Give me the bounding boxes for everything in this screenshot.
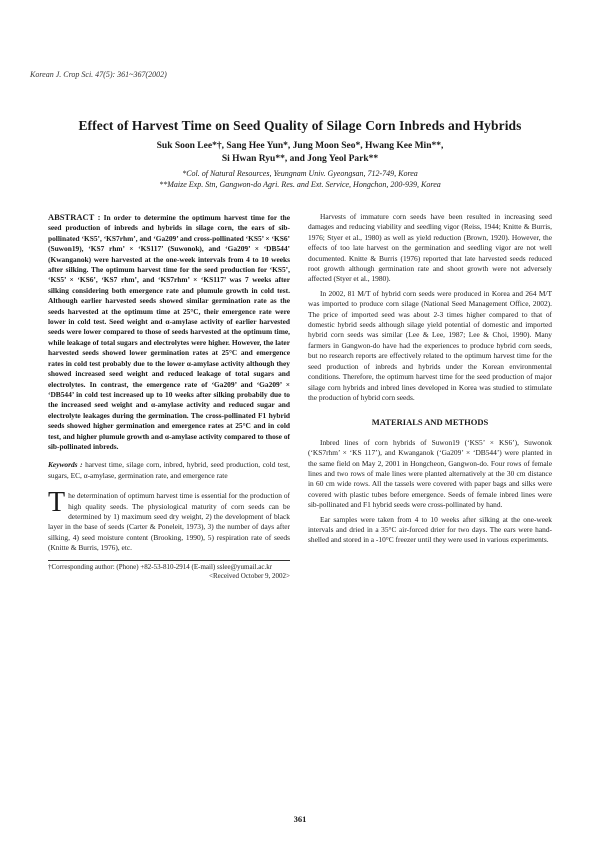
paragraph-2: In 2002, 81 M/T of hybrid corn seeds were produced in Korea and 264 M/T was imported to produce corn silage (National Seed Management Office, 2002). The price of imported seed was about 2-3 times higher compared to that of domestic hybrid seeds although silage yield potential of domestic and imported hybrid corn seeds was similar (Lee & Lee, 1987; Lee & Choi, 1990). Many farmers in Gangwon-do have had the experiences to produce hybrid corn seeds, but no research reports are effectively related to the optimum harvest time for the seed production of inbreds and hybrids under the Korean environmental conditions. Therefore, the optimum harvest time for the seed production of major silage corn hybrids and inbred lines developed in Korea was studied to stimulate the production of hybrid corn seeds. xyxy=(308,288,552,402)
left-column xyxy=(48,212,290,582)
author-line-2: Si Hwan Ryu**, and Jong Yeol Park** xyxy=(221,154,379,164)
abstract xyxy=(48,212,290,452)
author-line-1: Suk Soon Lee*†, Sang Hee Yun*, Jung Moon Seo*, Hwang Kee Min**, xyxy=(156,141,444,151)
paper-title: Effect of Harvest Time on Seed Quality of Silage Corn Inbreds and Hybrids xyxy=(78,118,522,133)
paragraph-1: Harvests of immature corn seeds have been resulted in increasing seed damages and reducing viability and seedling vigor (Reiss, 1944; Knitte & Burris, 1976; Styer et al., 1980) as well as yield reduction (Brown, 1920). However, the effects of too late harvest on the germination and seedling vigor are not well documented. Knitte & Burris (1976) reported that late harvested seeds reduced root growth although germination rate and shoot growth were not adversely affected (Styer et al., 1980). xyxy=(308,212,552,284)
page-number: 361 xyxy=(293,814,307,824)
introduction xyxy=(48,487,290,553)
received-date: <Received October 9, 2002> xyxy=(209,572,290,581)
keywords-text: harvest time, silage corn, inbred, hybrid, seed production, cold test, sugars, EC, α-amylase, germination rate, and emergence rate xyxy=(48,460,290,480)
affiliation-line-1: *Col. of Natural Resources, Yeungnam Univ. Gyeongsan, 712-749, Korea xyxy=(182,169,418,178)
keywords-heading: Keywords : xyxy=(48,460,83,470)
drop-cap: T xyxy=(48,487,66,519)
section-heading: MATERIALS AND METHODS xyxy=(371,417,489,428)
abstract-text: In order to determine the optimum harvest time for the seed production of inbreds and hybrids in silage corn, the ears of sib-pollinated ‘KS5’, ‘KS7rhm’, and ‘Ga209’ and cross-pollinated ‘KS5’ × ‘KS6’ (Suwon19), ‘KS7 rhm’ × ‘KS117’ (Suwonok), and ‘Ga209’ × ‘DB544’ (Kwanganok) were harvested at the one-week intervals from 4 to 10 weeks after silking. The optimum harvest time for the seed production for ‘KS5’, ‘KS5’ × ‘KS6’, ‘KS7 rhm’, and ‘KS7rhm’ × ‘KS117’ was 7 weeks after silking considering both emergence rate and plumule growth in cold test. Although earlier harvested seeds showed similar germination rate as the seeds harvested at the optimum time at 25°C, their emergence rate were lower in cold test. Seed weight and α-amylase activity of earlier harvested seeds were lower compared to those of seeds harvested at the optimum time, while leakage of total sugars and electrolytes were higher. However, the later harvested seeds showed lower germination rates at 25°C and emergence rates in cold test probably due to the lower α-amylase activity although they showed increased seed weight and reduced leakage of total sugars and electrolytes. In contrast, the emergence rate of ‘Ga209’ and ‘Ga209’ × ‘DB544’ in cold test increased up to 10 weeks after silking probabily due to the increased seed weight and α-amylase activity and reduced sugar and electrolyte leakages during the germination. The cross-pollinated F1 hybrid seeds showed higher germination and emergence rates at 25°C and in cold test, and higher plumule growth and α-amylase activity compared to those of sib-pollinated inbreds. xyxy=(48,213,291,451)
abstract-heading: ABSTRACT : xyxy=(48,212,101,222)
journal-citation: Korean J. Crop Sci. 47(5): 361~367(2002) xyxy=(30,70,167,79)
keywords xyxy=(48,460,290,481)
affiliations xyxy=(60,168,540,190)
corresponding-author: †Corresponding author: (Phone) +82-53-810-2914 (E-mail) sslee@yumail.ac.kr xyxy=(48,562,273,571)
author-list xyxy=(60,140,540,166)
paragraph-4: Ear samples were taken from 4 to 10 weeks after silking at the one-week intervals and dried in a 35°C air-forced drier for two days. The ears were hand-shelled and stored in a -10°C freezer until they were used in various experiments. xyxy=(308,514,552,545)
affiliation-line-2: **Maize Exp. Stn, Gangwon-do Agri. Res. and Ext. Service, Hongchon, 200-939, Korea xyxy=(159,180,441,189)
intro-text: he determination of optimum harvest time is essential for the production of high quality seeds. The physiological maturity of corn seeds can be determined by 1) maximum seed dry weight, 2) the development of black layer in the base of seeds (Carter & Poneleit, 1973), 3) the number of days after silking, 4) seed moisture content (Brooking, 1990), 5) respiration rate of seeds (Knitte & Burris, 1976), etc. xyxy=(48,491,290,553)
footnote xyxy=(48,560,290,582)
paragraph-3: Inbred lines of corn hybrids of Suwon19 (‘KS5’ × KS6’), Suwonok (‘KS7rhm’ × ‘KS 117’), and Kwanganok (‘Ga209’ × ‘DB544’) were planted in the same field on May 2, 2001 in Hongcheon, Gangwon-do. Four rows of female lines and two rows of male lines were planted alternatively at the 30 cm distance in 60 cm wide rows. All the tassels were covered with paper bags and silks were covered with plastic tubes before emergence. Seeds of female inbred lines were sib-pollinated and F1 hybrid seeds were cross-pollinated by hand. xyxy=(308,437,552,510)
right-column xyxy=(308,212,552,550)
